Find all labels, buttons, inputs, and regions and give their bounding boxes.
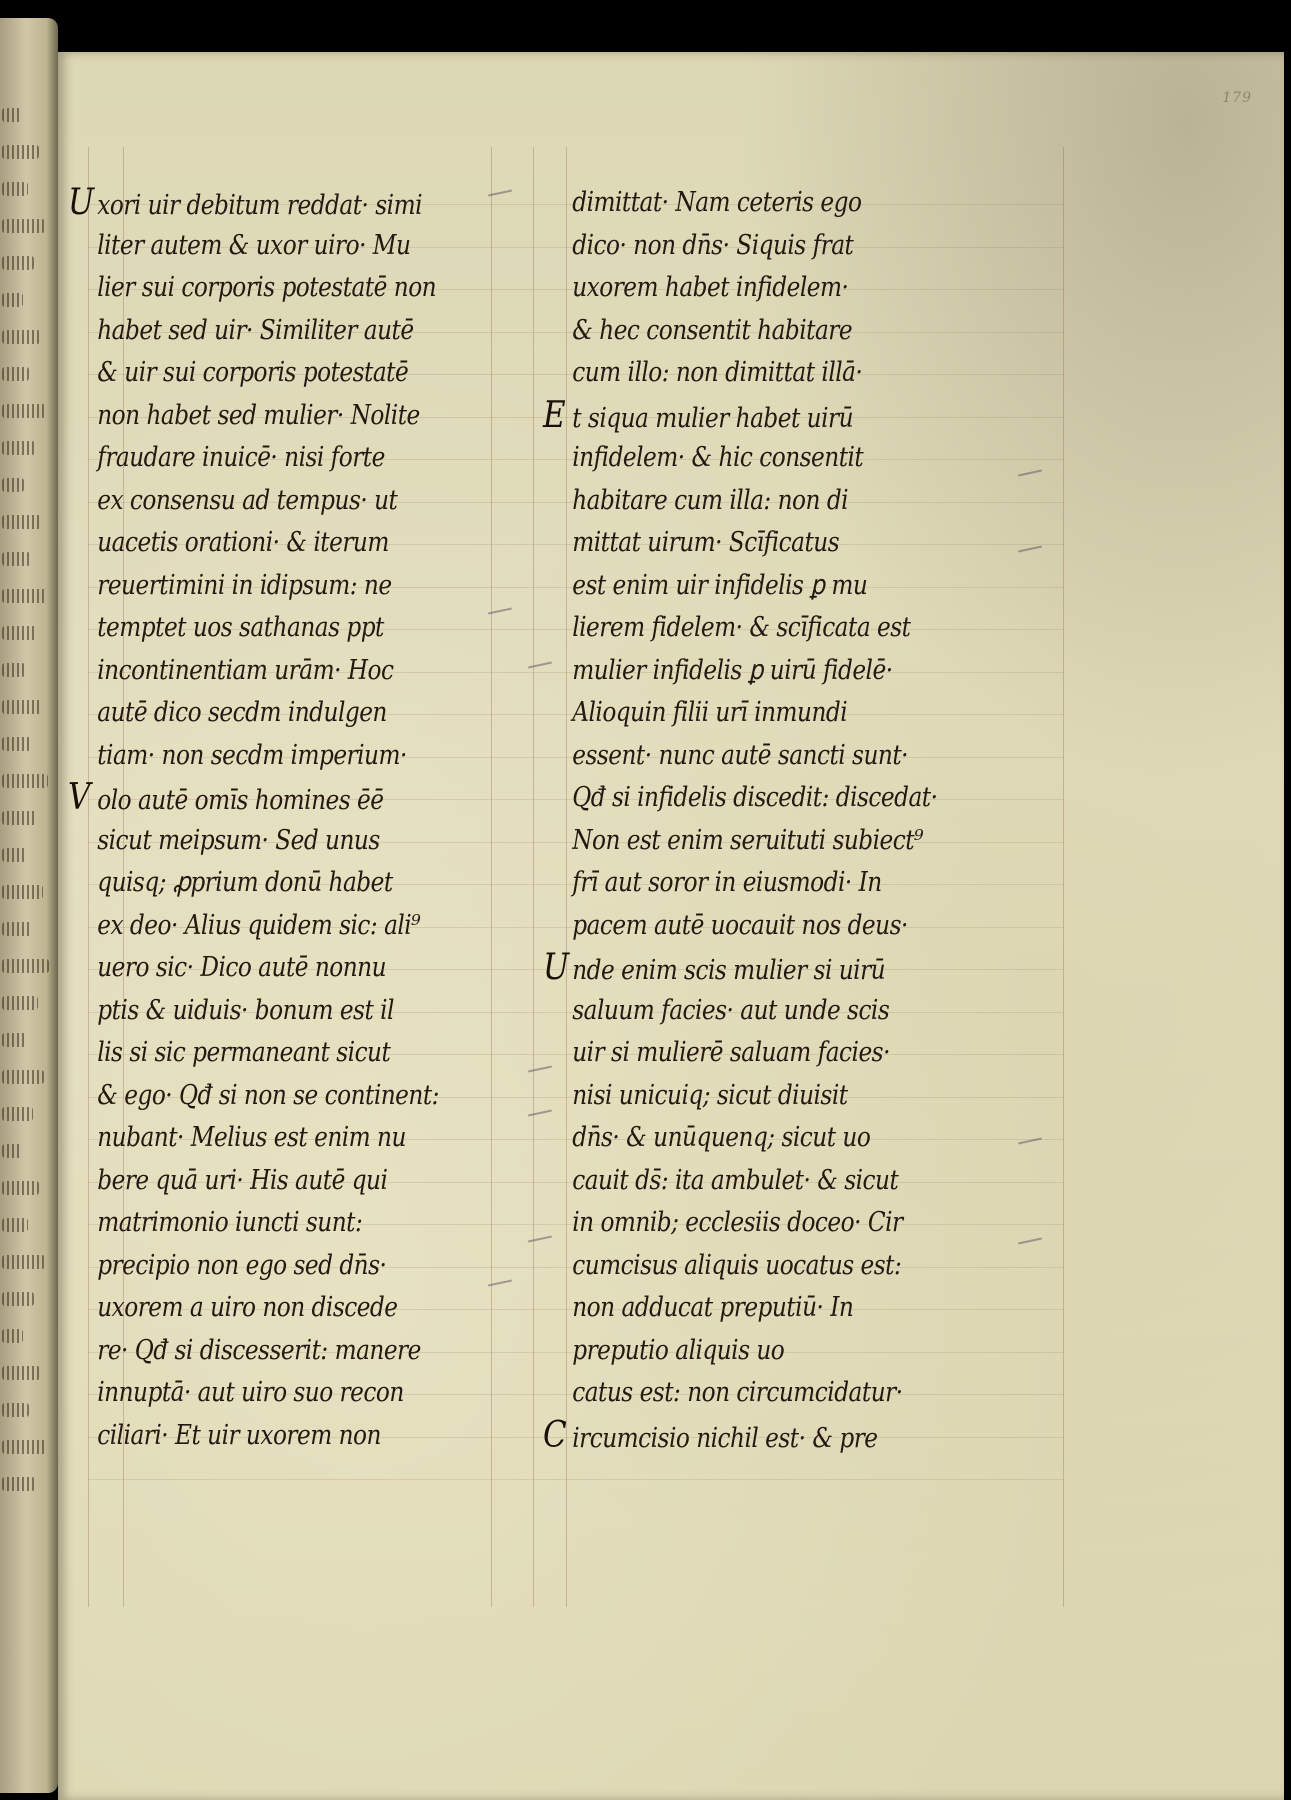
facing-page-text-line (2, 1440, 46, 1454)
line-text: autē dico secdm indulgen (97, 697, 387, 728)
ruling-line (88, 1437, 1063, 1438)
line-text: cumcisus aliquis uocatus est: (572, 1249, 902, 1281)
initial-letter: C (543, 1414, 567, 1456)
facing-page-edge (0, 18, 58, 1793)
line-text: nde enim scis mulier si uirū (572, 955, 886, 986)
line-text: ircumcisio nichil est· & pre (572, 1422, 878, 1454)
folio-number: 179 (1222, 90, 1252, 106)
line-text: dico· non dn̄s· Siquis frat (572, 229, 854, 261)
ruling-line (88, 799, 1063, 800)
line-text: essent· nunc autē sancti sunt· (572, 739, 909, 771)
initial-letter: E (543, 394, 566, 436)
ruling-line (88, 927, 1063, 928)
facing-page-text-line (2, 478, 24, 492)
line-text: & ego· Qđ si non se continent: (97, 1079, 439, 1111)
line-text: liter autem & uxor uiro· Mu (97, 229, 411, 261)
line-text: ex consensu ad tempus· ut (97, 484, 398, 516)
line-text: Alioquin filii urī inmundi (572, 697, 848, 728)
line-text: temptet uos sathanas ppt (97, 612, 384, 643)
line-text: bere quā uri· His autē qui (97, 1164, 388, 1196)
facing-page-text-line (2, 1107, 33, 1121)
line-text: habitare cum illa: non di (572, 484, 849, 516)
line-text: catus est: non circumcidatur· (572, 1377, 903, 1408)
line-text: est enim uir infidelis ꝑ mu (572, 569, 868, 601)
line-text: uxorem habet infidelem· (572, 272, 849, 303)
margin-pen-stroke (1018, 1238, 1042, 1245)
line-text: innuptā· aut uiro suo recon (97, 1377, 404, 1408)
line-text: nisi unicuiq; sicut diuisit (572, 1079, 848, 1111)
line-text: incontinentiam urām· Hoc (97, 654, 394, 686)
line-text: sicut meipsum· Sed unus (97, 824, 380, 856)
ruling-line (88, 332, 1063, 333)
line-text: nubant· Melius est enim nu (97, 1122, 406, 1153)
ruling-line (88, 884, 1063, 885)
facing-page-text-line (2, 108, 22, 122)
facing-page-text-line (2, 1403, 29, 1417)
ruling-line (88, 1394, 1063, 1395)
facing-page-text-line (2, 700, 42, 714)
facing-page-text-line (2, 1070, 44, 1084)
ruling-line (88, 459, 1063, 460)
line-text: non adducat preputiū· In (572, 1292, 854, 1323)
ruling-line (88, 374, 1063, 375)
ruling-line (88, 502, 1063, 503)
facing-page-text-line (2, 1033, 27, 1047)
facing-page-text-line (2, 626, 36, 640)
ruling-line (88, 1097, 1063, 1098)
line-text: uxorem a uiro non discede (97, 1292, 398, 1323)
ruling-line (88, 1139, 1063, 1140)
facing-page-text-line (2, 737, 31, 751)
ruling-line (88, 757, 1063, 758)
line-text: re· Qđ si discesserit: manere (97, 1334, 421, 1366)
facing-page-text-line (2, 1255, 45, 1269)
facing-page-text-line (2, 1144, 22, 1158)
ruling-line (88, 289, 1063, 290)
ruling-line (88, 1267, 1063, 1268)
line-text: pacem autē uocauit nos deus· (572, 909, 908, 941)
facing-page-text-line (2, 515, 41, 529)
ruling-line (88, 1012, 1063, 1013)
line-text: uir si mulierē saluam facies· (572, 1037, 890, 1068)
ruling-line (88, 587, 1063, 588)
ruling-line (88, 1224, 1063, 1225)
line-text: frī aut soror in eiusmodi· In (572, 867, 882, 898)
line-text: xori uir debitum reddat· simi (97, 190, 422, 221)
facing-page-text-line (2, 774, 48, 788)
ruling-line (88, 417, 1063, 418)
line-text: precipio non ego sed dn̄s· (97, 1249, 387, 1281)
facing-page-text-line (2, 1366, 40, 1380)
line-text: lis si sic permaneant sicut (97, 1037, 391, 1068)
facing-page-text-line (2, 552, 30, 566)
line-text: dn̄s· & unūquenq; sicut uo (572, 1122, 871, 1153)
facing-page-text-line (2, 219, 45, 233)
line-text: quisq; ꝓprium donū habet (97, 867, 393, 898)
margin-pen-stroke (1018, 470, 1042, 477)
initial-letter: U (543, 947, 569, 988)
facing-page-text-line (2, 996, 38, 1010)
ruling-line (88, 1182, 1063, 1183)
facing-page-text-line (2, 959, 49, 973)
ruling-line (88, 672, 1063, 673)
ruling-line (533, 147, 534, 1607)
ruling-line (88, 714, 1063, 715)
facing-page-text-line (2, 330, 40, 344)
line-text: tiam· non secdm imperium· (97, 739, 407, 771)
ruling-line (88, 629, 1063, 630)
facing-page-text-line (2, 1218, 28, 1232)
line-text: habet sed uir· Similiter autē (97, 314, 414, 346)
ruling-line (88, 247, 1063, 248)
facing-page-text-line (2, 256, 34, 270)
facing-page-text-line (2, 1329, 23, 1343)
line-text: infidelem· & hic consentit (572, 442, 864, 473)
margin-pen-stroke (1018, 546, 1042, 553)
line-text: uacetis orationi· & iterum (97, 527, 389, 558)
manuscript-folio (58, 52, 1284, 1800)
line-text: ciliari· Et uir uxorem non (97, 1419, 381, 1451)
ruling-line (88, 544, 1063, 545)
line-text: & hec consentit habitare (572, 314, 853, 346)
line-text: t siqua mulier habet uirū (572, 402, 854, 434)
line-text: Non est enim seruituti subiect⁹ (572, 824, 923, 856)
line-text: mittat uirum· Scīficatus (572, 527, 840, 558)
ruling-line (88, 204, 1063, 205)
facing-page-text-line (2, 885, 43, 899)
facing-page-text-line (2, 848, 26, 862)
line-text: Qđ si infidelis discedit: discedat· (572, 782, 938, 813)
facing-page-text-line (2, 922, 32, 936)
line-text: lierem fidelem· & scīficata est (572, 612, 911, 643)
line-text: reuertimini in idipsum: ne (97, 569, 392, 601)
line-text: dimittat· Nam ceteris ego (572, 187, 862, 218)
ruling-line (88, 1054, 1063, 1055)
line-text: uero sic· Dico autē nonnu (97, 952, 387, 983)
line-text: in omnib; ecclesiis doceo· Cir (572, 1207, 903, 1238)
facing-page-text-line (2, 1477, 35, 1491)
line-text: ptis & uiduis· bonum est il (97, 994, 394, 1026)
line-text: matrimonio iuncti sunt: (97, 1207, 363, 1238)
facing-page-text-line (2, 663, 25, 677)
facing-page-text-line (2, 404, 46, 418)
ruling-line (88, 1309, 1063, 1310)
facing-page-text-line (2, 293, 23, 307)
facing-page-text-line (2, 1181, 39, 1195)
facing-page-text-line (2, 367, 29, 381)
facing-page-text-line (2, 145, 39, 159)
ruling-line (88, 1479, 1063, 1480)
ruling-line (88, 842, 1063, 843)
line-text: fraudare inuicē· nisi forte (97, 442, 385, 473)
line-text: cauit ds̄: ita ambulet· & sicut (572, 1164, 899, 1196)
initial-letter: U (68, 182, 94, 223)
line-text: mulier infidelis ꝑ uirū fidelē· (572, 654, 893, 686)
line-text: preputio aliquis uo (572, 1334, 785, 1366)
line-text: ex deo· Alius quidem sic: ali⁹ (97, 909, 421, 941)
line-text: & uir sui corporis potestatē (97, 357, 409, 388)
facing-page-text-line (2, 811, 37, 825)
initial-letter: V (68, 777, 90, 818)
line-text: lier sui corporis potestatē non (97, 272, 437, 303)
line-text: non habet sed mulier· Nolite (97, 399, 420, 431)
ruling-line (88, 969, 1063, 970)
facing-page-text-line (2, 441, 35, 455)
facing-page-text-line (2, 589, 47, 603)
facing-page-text-line (2, 1292, 34, 1306)
facing-page-text-line (2, 182, 28, 196)
line-text: cum illo: non dimittat illā· (572, 357, 863, 388)
line-text: olo autē omīs homines ēē (97, 785, 384, 816)
ruling-line (88, 1352, 1063, 1353)
line-text: saluum facies· aut unde scis (572, 994, 890, 1026)
ruling-line (1063, 147, 1064, 1607)
